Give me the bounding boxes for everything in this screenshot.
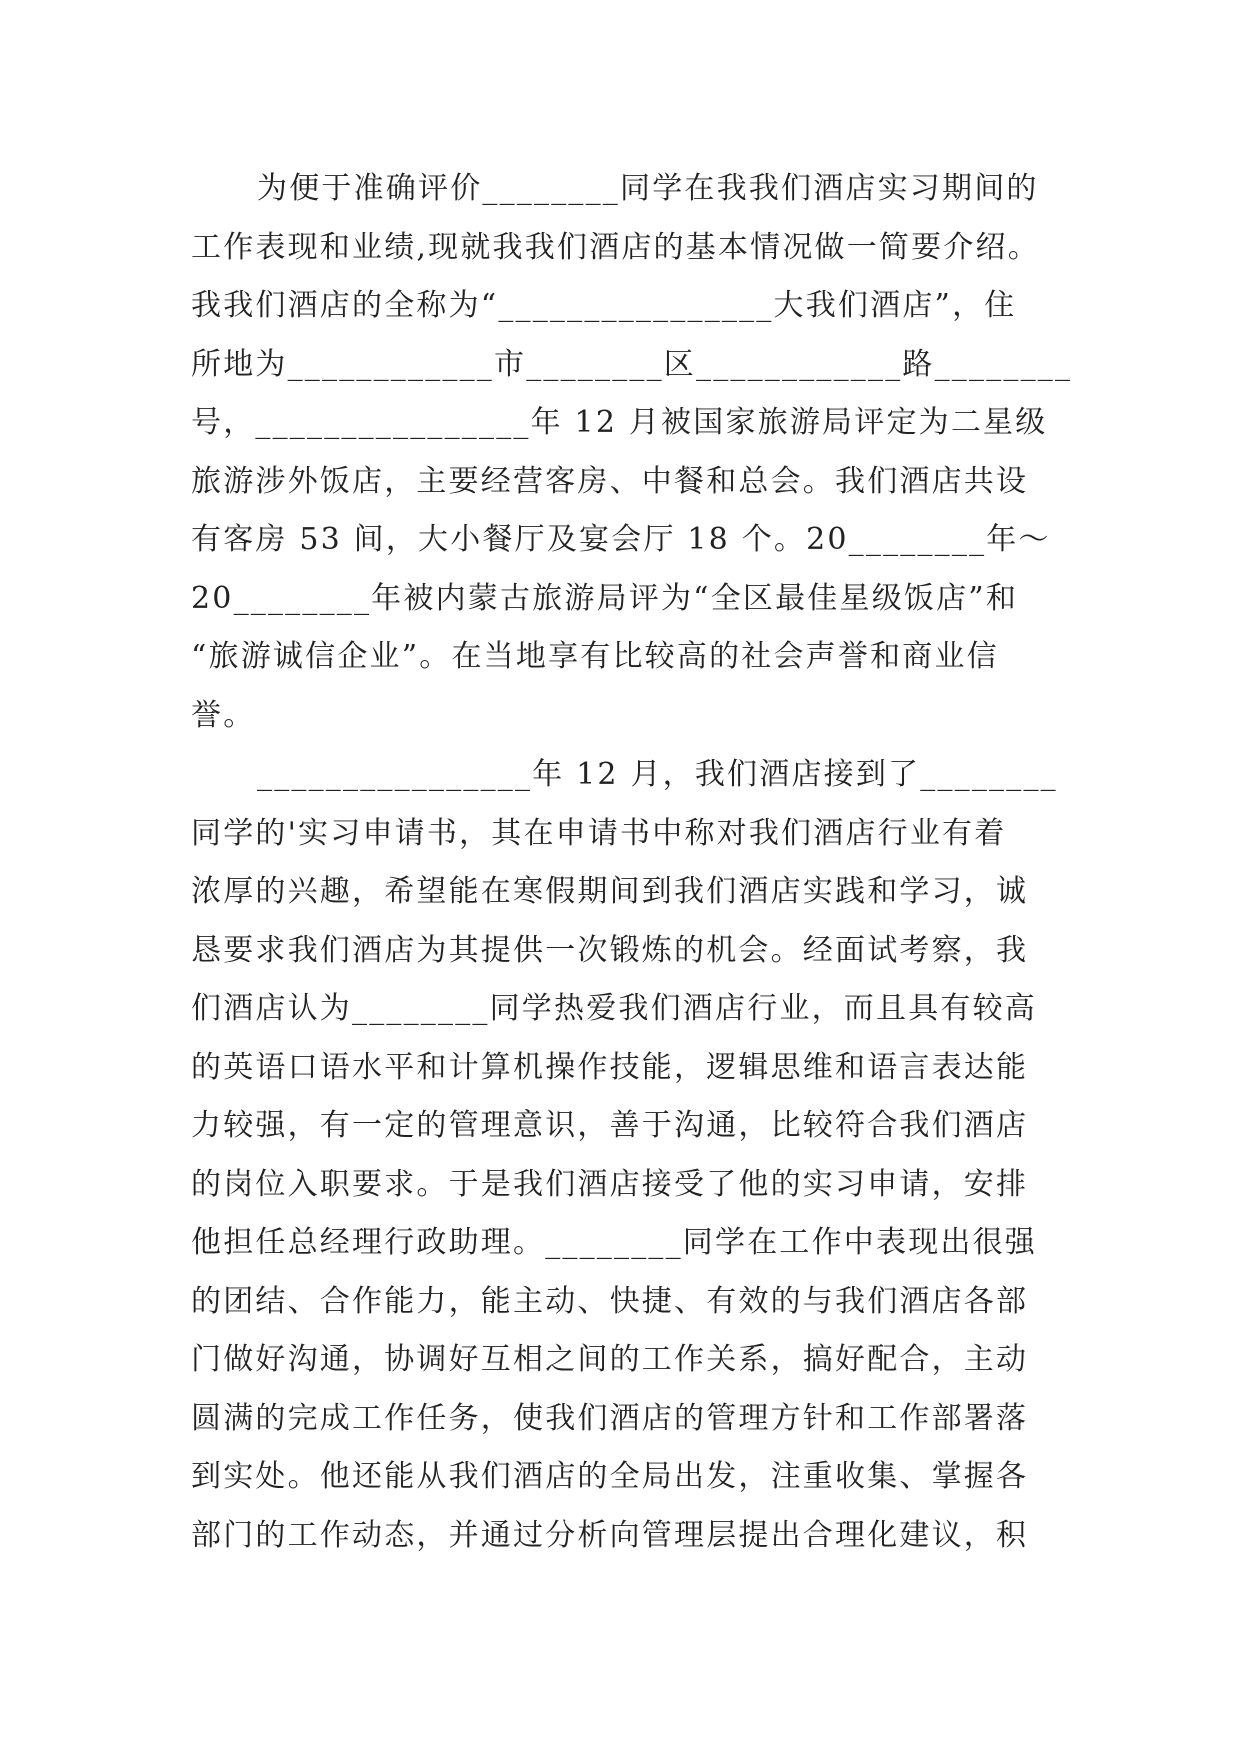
text-line: 同学的'实习申请书，其在申请书中称对我们酒店行业有着 [191, 815, 1007, 851]
text-line: 的岗位入职要求。于是我们酒店接受了他的实习申请，安排 [191, 1166, 1029, 1202]
text-line: 们酒店认为________同学热爱我们酒店行业，而且具有较高 [191, 991, 1037, 1026]
text-line: 旅游涉外饭店，主要经营客房、中餐和总会。我们酒店共设 [191, 463, 1029, 499]
text-line: 力较强，有一定的管理意识，善于沟通，比较符合我们酒店 [191, 1108, 1029, 1143]
text-line: 的团结、合作能力，能主动、快捷、有效的与我们酒店各部 [191, 1283, 1029, 1319]
text-line: 恳要求我们酒店为其提供一次锻炼的机会。经面试考察，我 [191, 932, 1029, 968]
text-line: 部门的工作动态，并通过分析向管理层提出合理化建议，积 [191, 1517, 1029, 1553]
text-line: 号，________________年 12 月被国家旅游局评定为二星级 [191, 405, 1048, 440]
text-line: 为便于准确评价________同学在我我们酒店实习期间的 [257, 171, 1039, 206]
text-line: 门做好沟通，协调好互相之间的工作关系，搞好配合，主动 [191, 1342, 1029, 1377]
text-line: 我我们酒店的全称为“________________大我们酒店”，住 [191, 288, 1017, 323]
text-line: 有客房 53 间，大小餐厅及宴会厅 18 个。20________年～ [191, 522, 1051, 557]
text-line: 20________年被内蒙古旅游局评为“全区最佳星级饭店”和 [191, 580, 1019, 616]
text-line: 他担任总经理行政助理。________同学在工作中表现出很强 [191, 1225, 1037, 1260]
document-body [191, 160, 1091, 1565]
text-line: 圆满的完成工作任务，使我们酒店的管理方针和工作部署落 [191, 1400, 1029, 1436]
text-line: 工作表现和业绩,现就我我们酒店的基本情况做一简要介绍。 [191, 229, 1040, 265]
paragraph-hotel-introduction [191, 160, 1091, 745]
text-line: ________________年 12 月，我们酒店接到了________ [257, 757, 1058, 792]
text-line: 誉。 [191, 697, 256, 733]
paragraph-internship-evaluation [191, 746, 1091, 1565]
text-line: “旅游诚信企业”。在当地享有比较高的社会声誉和商业信 [191, 639, 999, 674]
text-line: 浓厚的兴趣，希望能在寒假期间到我们酒店实践和学习，诚 [191, 874, 1029, 909]
text-line: 的英语口语水平和计算机操作技能，逻辑思维和语言表达能 [191, 1049, 1029, 1085]
text-line: 到实处。他还能从我们酒店的全局出发，注重收集、掌握各 [191, 1459, 1029, 1494]
text-line: 所地为____________市________区____________路________ [191, 346, 1073, 382]
